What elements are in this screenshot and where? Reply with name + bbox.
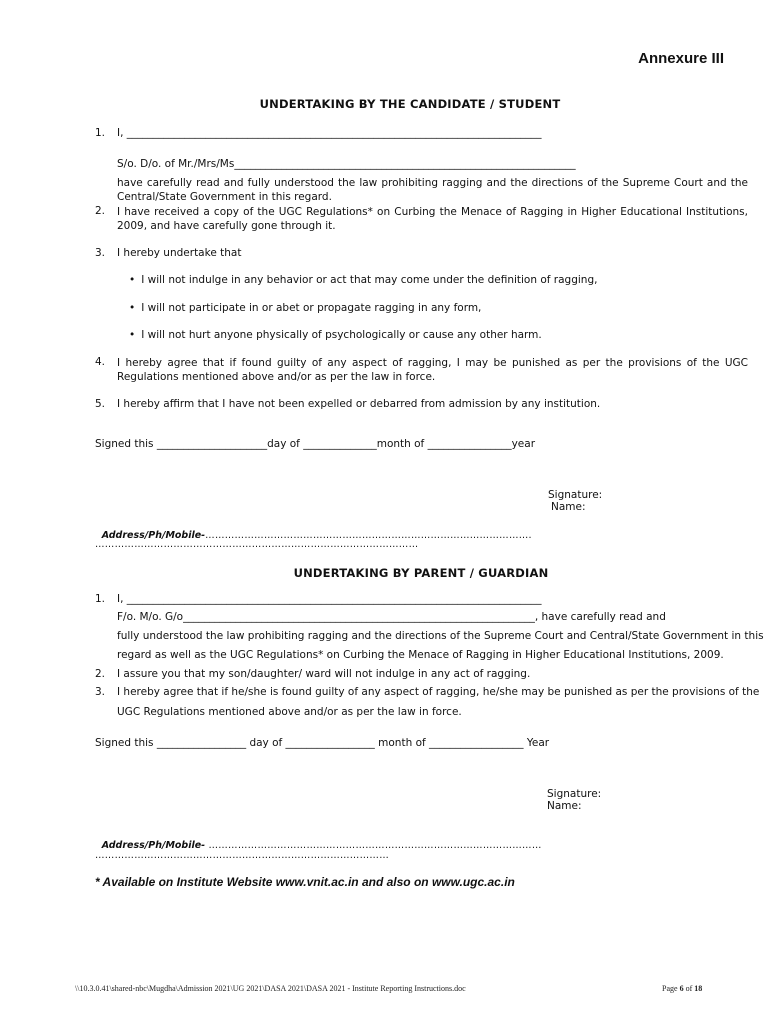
parent-address-dots: ……………………………………………………………………………… bbox=[95, 850, 389, 861]
item-number: 2. bbox=[95, 668, 106, 680]
page-prefix: Page bbox=[662, 984, 678, 993]
page-current: 6 bbox=[679, 984, 684, 993]
bullet-item: • I will not participate in or abet or propagate ragging in any form, bbox=[129, 302, 481, 314]
annexure-title: Annexure III bbox=[638, 50, 724, 67]
parent-item-2-text: I assure you that my son/daughter/ ward will not indulge in any act of ragging. bbox=[117, 668, 531, 680]
student-item-2-text: I have received a copy of the UGC Regulations* on Curbing the Menace of Ragging in Higher Educational Institutions, 2009, and have carefully gone through it. bbox=[117, 206, 748, 232]
parent-heading: UNDERTAKING BY PARENT / GUARDIAN bbox=[293, 566, 549, 580]
footer-path: \\10.3.0.41\shared-nbc\Mugdha\Admission 2021\UG 2021\DASA 2021\DASA 2021 - Institute Reporting Instructions.doc bbox=[75, 984, 466, 993]
item-number: 5. bbox=[95, 398, 106, 410]
student-signature-label: Signature: bbox=[548, 489, 603, 501]
parent-item-3-text: I hereby agree that if he/she is found guilty of any aspect of ragging, he/she may be punished as per the provisions of the bbox=[117, 686, 760, 698]
parent-signed-line: Signed this _________________ day of _________________ month of __________________ Year bbox=[95, 737, 550, 749]
page-number bbox=[662, 984, 702, 993]
parent-name-label: Name: bbox=[547, 800, 582, 812]
parent-address-line bbox=[95, 827, 542, 851]
item-number: 3. bbox=[95, 247, 106, 259]
address-label: Address/Ph/Mobile- bbox=[101, 840, 206, 851]
footnote: * Available on Institute Website www.vnit.ac.in and also on www.ugc.ac.in bbox=[95, 875, 515, 889]
item-number: 3. bbox=[95, 686, 106, 698]
address-label: Address/Ph/Mobile- bbox=[101, 530, 206, 541]
parent-signature-label: Signature: bbox=[547, 788, 602, 800]
student-name-blank: I, _______________________________________________________________________________ bbox=[117, 127, 542, 139]
item-number: 4. bbox=[95, 356, 106, 368]
parent-text-line: fully understood the law prohibiting ragging and the directions of the Supreme Court and Central/State Government in this bbox=[117, 630, 764, 642]
student-name-label: Name: bbox=[551, 501, 586, 513]
student-signed-line: Signed this _____________________day of ______________month of ________________year bbox=[95, 438, 536, 450]
student-item-1-text: have carefully read and fully understood the law prohibiting ragging and the directions of the Supreme Court and the Central/State Government in this regard. bbox=[117, 177, 748, 203]
parent-name-blank: I, _______________________________________________________________________________ bbox=[117, 593, 542, 605]
item-number: 1. bbox=[95, 127, 106, 139]
parent-item-3-text: UGC Regulations mentioned above and/or as per the law in force. bbox=[117, 706, 462, 718]
parent-relation-line: F/o. M/o. G/o___________________________________________________________________, have carefully read and bbox=[117, 611, 666, 623]
address-dots: ………………………………………………………………………………………… bbox=[205, 840, 542, 851]
student-address-line bbox=[95, 517, 532, 541]
page-total: 18 bbox=[694, 984, 703, 993]
student-parent-blank: S/o. D/o. of Mr./Mrs/Ms_________________________________________________________________ bbox=[117, 158, 576, 170]
student-address-dots: ……………………………………………………………………………………… bbox=[95, 539, 419, 550]
parent-text-line: regard as well as the UGC Regulations* on Curbing the Menace of Ragging in Higher Educational Institutions, 2009. bbox=[117, 649, 724, 661]
item-number: 1. bbox=[95, 593, 106, 605]
bullet-item: • I will not indulge in any behavior or act that may come under the definition of ragging, bbox=[129, 274, 597, 286]
student-heading: UNDERTAKING BY THE CANDIDATE / STUDENT bbox=[259, 97, 561, 111]
student-item-5-text: I hereby affirm that I have not been expelled or debarred from admission by any institution. bbox=[117, 398, 601, 410]
student-item-3-text: I hereby undertake that bbox=[117, 247, 242, 259]
address-dots: ………………………………………………………………………………………. bbox=[205, 530, 532, 541]
student-item-4-text: I hereby agree that if found guilty of any aspect of ragging, I may be punished as per the provisions of the UGC Regulations mentioned above and/or as per the law in force. bbox=[117, 357, 748, 383]
item-number: 2. bbox=[95, 205, 106, 217]
bullet-item: • I will not hurt anyone physically of psychologically or cause any other harm. bbox=[129, 329, 542, 341]
page-of: of bbox=[685, 984, 693, 993]
